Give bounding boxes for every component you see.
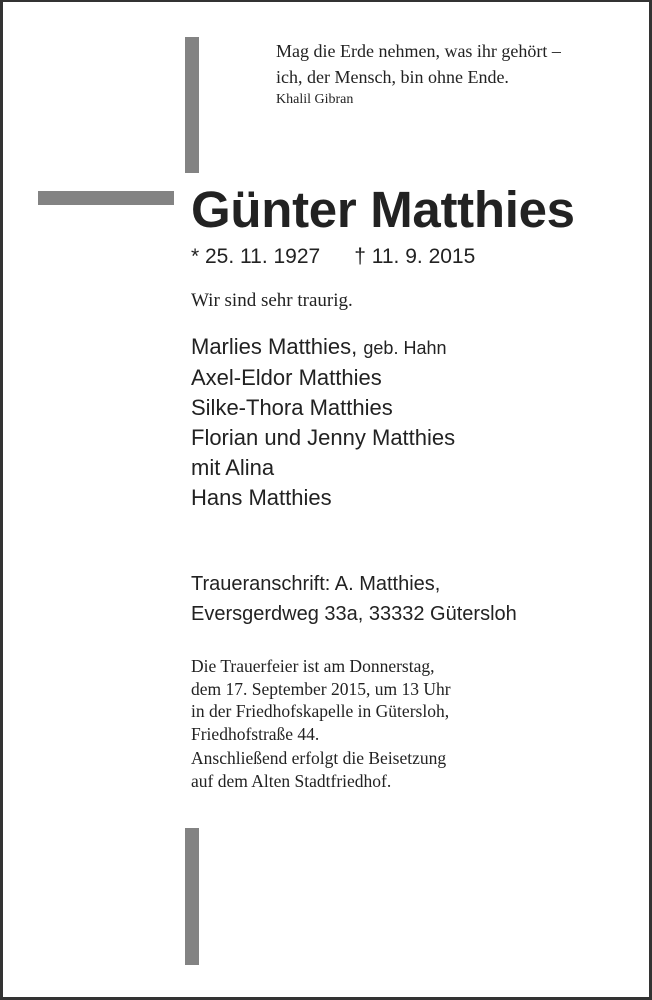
mourner-entry: Silke-Thora Matthies bbox=[191, 395, 393, 420]
maiden-name: geb. Hahn bbox=[363, 338, 447, 358]
quote-line: ich, der Mensch, bin ohne Ende. bbox=[276, 67, 509, 87]
ceremony-line: in der Friedhofskapelle in Gütersloh, bbox=[191, 701, 450, 721]
mourning-address bbox=[191, 569, 517, 629]
address-line: Traueranschrift: A. Matthies, bbox=[191, 573, 441, 595]
cross-bar-top-vertical bbox=[185, 37, 199, 173]
mourner-entry: Axel-Eldor Matthies bbox=[191, 365, 382, 390]
cross-bar-horizontal bbox=[38, 191, 174, 205]
mourners-list bbox=[191, 332, 455, 513]
cross-bar-bottom-vertical bbox=[185, 828, 199, 965]
funeral-ceremony-info bbox=[191, 655, 451, 745]
quote-text bbox=[276, 38, 561, 90]
mourning-statement: Wir sind sehr traurig. bbox=[191, 290, 353, 311]
life-dates bbox=[191, 243, 475, 271]
burial-line: Anschließend erfolgt die Beisetzung bbox=[191, 748, 447, 768]
address-line: Eversgerdweg 33a, 33332 Gütersloh bbox=[191, 603, 517, 625]
death-date: † 11. 9. 2015 bbox=[354, 245, 476, 268]
ceremony-line: dem 17. September 2015, um 13 Uhr bbox=[191, 678, 451, 699]
ceremony-line: Friedhofstraße 44. bbox=[191, 723, 320, 744]
burial-line: auf dem Alten Stadtfriedhof. bbox=[191, 770, 392, 791]
mourner-entry: Hans Matthies bbox=[191, 485, 332, 510]
mourner-entry: Florian und Jenny Matthies bbox=[191, 425, 456, 450]
mourner-entry: Marlies Matthies, geb. Hahn bbox=[191, 334, 447, 359]
burial-info bbox=[191, 747, 446, 792]
quote-author: Khalil Gibran bbox=[276, 92, 354, 107]
deceased-name: Günter Matthies bbox=[191, 181, 575, 238]
birth-date: * 25. 11. 1927 bbox=[191, 245, 321, 268]
mourner-entry: mit Alina bbox=[191, 455, 275, 480]
quote-line: Mag die Erde nehmen, was ihr gehört – bbox=[276, 41, 561, 61]
ceremony-line: Die Trauerfeier ist am Donnerstag, bbox=[191, 656, 435, 676]
